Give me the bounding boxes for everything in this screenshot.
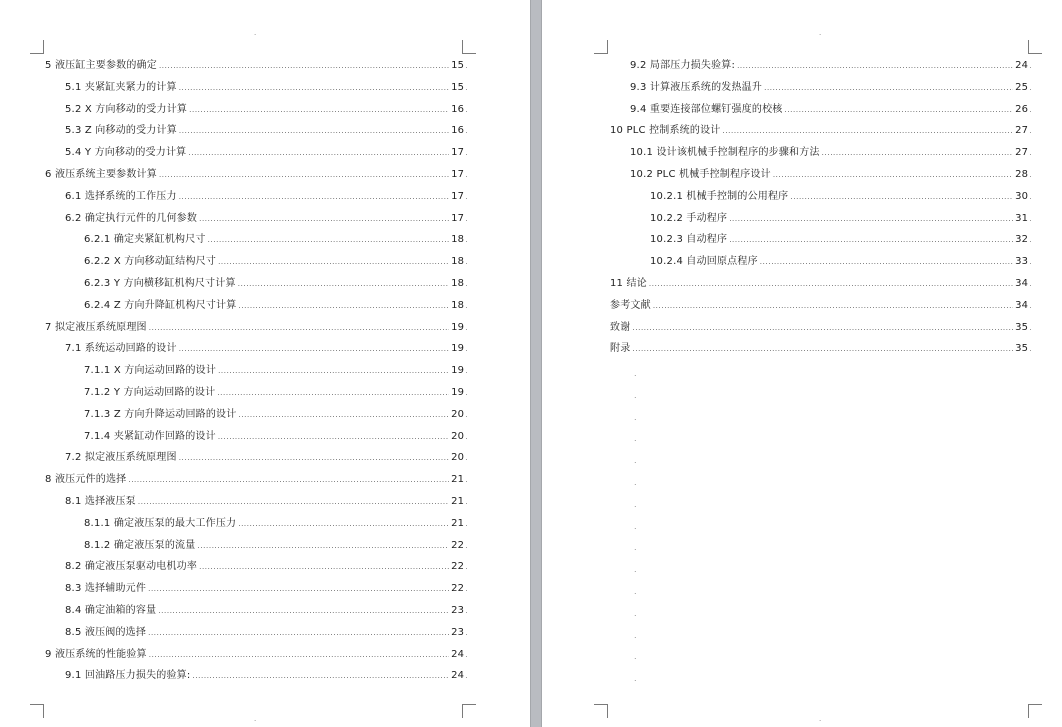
toc-leader-dots: [148, 582, 449, 596]
toc-leader-dots: [649, 277, 1013, 291]
toc-page-number: 18: [451, 256, 465, 268]
toc-entry[interactable]: [630, 101, 1032, 117]
document-page-right[interactable]: [542, 0, 1062, 727]
toc-entry-title: 8.1.1 确定液压泵的最大工作压力: [84, 517, 237, 529]
paragraph-mark: .: [1029, 170, 1032, 179]
header-paragraph-mark: .: [819, 29, 822, 37]
toc-page-number: 20: [451, 452, 465, 464]
toc-page-number: 24: [1015, 60, 1029, 71]
toc-entry[interactable]: [630, 144, 1032, 160]
margin-corner-mark: [30, 40, 44, 54]
empty-paragraph-mark: .: [634, 543, 637, 553]
toc-entry[interactable]: [650, 231, 1032, 247]
empty-paragraph-mark: .: [634, 434, 637, 444]
paragraph-mark: .: [465, 235, 468, 245]
toc-leader-dots: [218, 364, 449, 378]
empty-paragraph-mark: .: [634, 499, 637, 509]
paragraph-mark: .: [465, 82, 468, 92]
toc-entry[interactable]: [630, 57, 1032, 73]
toc-entry-title: 6.2.3 Y 方向横移缸机构尺寸计算: [84, 278, 236, 289]
toc-leader-dots: [238, 408, 449, 422]
paragraph-mark: .: [1029, 235, 1032, 245]
toc-leader-dots: [199, 212, 449, 226]
toc-entry[interactable]: [65, 122, 468, 138]
toc-entry-title: 6.2.1 确定夹紧缸机构尺寸: [84, 234, 206, 246]
toc-page-number: 15: [451, 60, 465, 71]
empty-paragraph-mark: .: [634, 565, 637, 575]
toc-leader-dots: [179, 451, 449, 465]
toc-page-number: 34: [1015, 278, 1029, 289]
toc-leader-dots: [199, 560, 449, 574]
toc-entry-title: 6.2.2 X 方向移动缸结构尺寸: [84, 256, 217, 268]
empty-paragraph-mark: .: [634, 652, 637, 662]
toc-page-number: 18: [451, 234, 465, 246]
paragraph-mark: .: [1029, 300, 1032, 310]
toc-entry[interactable]: [650, 210, 1032, 226]
footer-paragraph-mark: .: [819, 715, 822, 723]
toc-entry-title: 5.1 夹紧缸夹紧力的计算: [65, 81, 177, 93]
toc-entry[interactable]: [65, 144, 468, 160]
toc-page-number: 33: [1015, 256, 1029, 268]
paragraph-mark: .: [465, 322, 468, 332]
footer-paragraph-mark: .: [254, 715, 257, 723]
toc-page-number: 24: [451, 648, 465, 660]
toc-page-number: 16: [451, 125, 465, 137]
paragraph-mark: .: [465, 671, 468, 681]
empty-paragraph-mark: .: [634, 521, 637, 531]
toc-entry-title: 5 液压缸主要参数的确定: [45, 60, 157, 71]
paragraph-mark: .: [465, 191, 468, 201]
toc-leader-dots: [784, 103, 1013, 117]
paragraph-mark: .: [465, 104, 468, 114]
empty-paragraph-mark: .: [634, 456, 637, 466]
toc-leader-dots: [217, 386, 449, 400]
toc-leader-dots: [179, 124, 449, 138]
toc-entry-title: 7.2 拟定液压系统原理图: [65, 452, 177, 464]
toc-entry[interactable]: [65, 558, 468, 574]
toc-entry-title: 6.2 确定执行元件的几何参数: [65, 212, 198, 224]
toc-entry[interactable]: [84, 537, 468, 553]
toc-leader-dots: [773, 168, 1013, 182]
toc-leader-dots: [653, 299, 1013, 313]
document-page-left[interactable]: [0, 0, 530, 727]
toc-entry[interactable]: [84, 231, 468, 247]
header-paragraph-mark: .: [254, 29, 257, 37]
paragraph-mark: .: [465, 431, 468, 441]
toc-entry-title: 5.3 Z 向移动的受力计算: [65, 125, 177, 137]
toc-entry[interactable]: [84, 428, 468, 444]
paragraph-mark: .: [465, 213, 468, 223]
toc-entry[interactable]: [65, 340, 468, 356]
paragraph-mark: .: [1029, 191, 1032, 201]
toc-entry-title: 9 液压系统的性能验算: [45, 648, 147, 660]
toc-entry-title: 10.2.2 手动程序: [650, 212, 728, 224]
toc-entry-title: 10.2.4 自动回原点程序: [650, 256, 758, 268]
empty-paragraph-mark: .: [634, 608, 637, 618]
paragraph-mark: .: [1029, 322, 1032, 332]
toc-leader-dots: [128, 473, 449, 487]
paragraph-mark: .: [1029, 61, 1032, 70]
toc-page-number: 28: [1015, 169, 1029, 180]
empty-paragraph-mark: .: [634, 630, 637, 640]
margin-corner-mark: [1028, 704, 1042, 718]
toc-entry-title: 10.2.3 自动程序: [650, 234, 728, 246]
toc-entry-title: 5.2 X 方向移动的受力计算: [65, 103, 188, 115]
toc-page-number: 22: [451, 583, 465, 595]
toc-page-number: 16: [451, 103, 465, 115]
toc-leader-dots: [729, 212, 1013, 226]
toc-leader-dots: [149, 648, 449, 662]
toc-page-number: 23: [451, 605, 465, 616]
toc-entry-title: 7.1.1 X 方向运动回路的设计: [84, 365, 217, 377]
toc-entry-title: 附录: [610, 343, 631, 355]
toc-leader-dots: [179, 342, 449, 356]
toc-entry-title: 8.1.2 确定液压泵的流量: [84, 539, 196, 551]
toc-page-number: 32: [1015, 234, 1029, 246]
toc-entry[interactable]: [610, 297, 1032, 313]
toc-entry[interactable]: [84, 384, 468, 400]
toc-entry-title: 8.1 选择液压泵: [65, 496, 136, 507]
toc-leader-dots: [238, 299, 449, 313]
toc-page-number: 19: [451, 321, 465, 333]
toc-entry-title: 9.1 回油路压力损失的验算:: [65, 670, 191, 682]
toc-page-number: 17: [451, 147, 465, 159]
toc-page-number: 31: [1015, 212, 1029, 224]
margin-corner-mark: [594, 704, 608, 718]
empty-paragraph-mark: .: [634, 369, 637, 378]
toc-entry-title: 7.1.3 Z 方向升降运动回路的设计: [84, 408, 237, 420]
toc-leader-dots: [188, 146, 449, 160]
toc-entry[interactable]: [45, 166, 468, 182]
paragraph-mark: .: [465, 584, 468, 594]
toc-entry[interactable]: [65, 101, 468, 117]
toc-leader-dots: [189, 103, 449, 117]
toc-entry[interactable]: [84, 406, 468, 422]
toc-page-number: 34: [1015, 299, 1029, 311]
paragraph-mark: .: [1029, 126, 1032, 136]
toc-page-number: 19: [451, 343, 465, 355]
toc-leader-dots: [737, 59, 1013, 73]
toc-entry-title: 10.2 PLC 机械手控制程序设计: [630, 169, 771, 180]
margin-corner-mark: [594, 40, 608, 54]
toc-page-number: 21: [451, 496, 465, 507]
toc-page-number: 17: [451, 212, 465, 224]
toc-page-number: 17: [451, 169, 465, 180]
toc-page-number: 35: [1015, 321, 1029, 333]
toc-page-number: 18: [451, 278, 465, 289]
toc-entry-title: 8.2 确定液压泵驱动电机功率: [65, 561, 198, 573]
toc-leader-dots: [149, 321, 449, 335]
toc-entry-title: 8.5 液压阀的选择: [65, 626, 147, 638]
toc-entry[interactable]: [65, 449, 468, 465]
toc-entry-title: 9.2 局部压力损失验算:: [630, 60, 736, 71]
toc-entry-title: 8.4 确定油箱的容量: [65, 605, 157, 616]
toc-entry[interactable]: [610, 122, 1032, 138]
toc-leader-dots: [822, 146, 1013, 160]
toc-leader-dots: [729, 233, 1013, 247]
toc-entry[interactable]: [84, 297, 468, 313]
paragraph-mark: .: [465, 540, 468, 550]
paragraph-mark: .: [465, 126, 468, 136]
paragraph-mark: .: [465, 344, 468, 354]
toc-page-number: 18: [451, 299, 465, 311]
paragraph-mark: .: [1029, 257, 1032, 267]
empty-paragraph-mark: .: [634, 587, 637, 596]
margin-corner-mark: [30, 704, 44, 718]
margin-corner-mark: [462, 704, 476, 718]
toc-entry[interactable]: [630, 166, 1032, 182]
toc-leader-dots: [722, 124, 1013, 138]
paragraph-mark: .: [1029, 279, 1032, 288]
empty-paragraph-mark: .: [634, 674, 637, 684]
paragraph-mark: .: [465, 518, 468, 528]
toc-leader-dots: [179, 81, 449, 95]
toc-entry[interactable]: [45, 646, 468, 662]
toc-page-number: 20: [451, 408, 465, 420]
toc-leader-dots: [764, 81, 1013, 95]
toc-entry-title: 7.1 系统运动回路的设计: [65, 343, 177, 355]
toc-leader-dots: [159, 168, 449, 182]
paragraph-mark: .: [465, 366, 468, 376]
paragraph-mark: .: [1029, 82, 1032, 92]
margin-corner-mark: [462, 40, 476, 54]
toc-page-number: 22: [451, 539, 465, 551]
toc-entry[interactable]: [65, 493, 468, 509]
toc-leader-dots: [148, 626, 449, 640]
toc-page-number: 35: [1015, 343, 1029, 355]
toc-entry-title: 6.1 选择系统的工作压力: [65, 190, 177, 202]
toc-entry-title: 致谢: [610, 321, 631, 333]
toc-entry[interactable]: [84, 362, 468, 378]
paragraph-mark: .: [465, 300, 468, 310]
toc-entry-title: 7.1.4 夹紧缸动作回路的设计: [84, 430, 216, 442]
toc-page-number: 17: [451, 190, 465, 202]
toc-entry[interactable]: [84, 253, 468, 269]
toc-page-number: 15: [451, 81, 465, 93]
toc-page-number: 20: [451, 430, 465, 442]
toc-leader-dots: [218, 255, 449, 269]
empty-paragraph-mark: .: [634, 390, 637, 400]
toc-entry[interactable]: [65, 667, 468, 683]
toc-entry[interactable]: [65, 188, 468, 204]
toc-page-number: 27: [1015, 147, 1029, 159]
toc-entry-title: 6.2.4 Z 方向升降缸机构尺寸计算: [84, 299, 237, 311]
toc-entry[interactable]: [610, 340, 1032, 356]
toc-leader-dots: [197, 539, 449, 553]
paragraph-mark: .: [465, 257, 468, 267]
toc-entry-title: 7 拟定液压系统原理图: [45, 321, 147, 333]
toc-leader-dots: [138, 495, 449, 509]
toc-entry-title: 9.4 重要连接部位螺钉强度的校核: [630, 103, 783, 115]
paragraph-mark: .: [465, 475, 468, 485]
paragraph-mark: .: [1029, 213, 1032, 223]
toc-entry-title: 6 液压系统主要参数计算: [45, 169, 157, 180]
toc-entry-title: 7.1.2 Y 方向运动回路的设计: [84, 387, 216, 398]
margin-corner-mark: [1028, 40, 1042, 54]
empty-paragraph-mark: .: [634, 478, 637, 487]
paragraph-mark: .: [465, 606, 468, 615]
toc-leader-dots: [208, 233, 450, 247]
toc-entry-title: 参考文献: [610, 299, 651, 311]
toc-entry[interactable]: [65, 79, 468, 95]
toc-entry[interactable]: [610, 319, 1032, 335]
paragraph-mark: .: [465, 388, 468, 397]
toc-leader-dots: [760, 255, 1013, 269]
toc-entry[interactable]: [45, 471, 468, 487]
toc-page-number: 21: [451, 474, 465, 486]
paragraph-mark: .: [465, 279, 468, 288]
paragraph-mark: .: [1029, 344, 1032, 354]
toc-leader-dots: [238, 517, 449, 531]
toc-leader-dots: [218, 430, 449, 444]
toc-leader-dots: [158, 604, 449, 618]
toc-entry-title: 8.3 选择辅助元件: [65, 583, 147, 595]
page-gutter: [530, 0, 542, 727]
toc-entry[interactable]: [65, 602, 468, 618]
toc-entry[interactable]: [65, 210, 468, 226]
toc-entry[interactable]: [45, 319, 468, 335]
toc-entry-title: 9.3 计算液压系统的发热温升: [630, 81, 763, 93]
toc-leader-dots: [790, 190, 1013, 204]
toc-entry-title: 10 PLC 控制系统的设计: [610, 125, 721, 137]
paragraph-mark: .: [465, 497, 468, 506]
paragraph-mark: .: [1029, 148, 1032, 158]
toc-entry[interactable]: [650, 188, 1032, 204]
toc-page-number: 23: [451, 626, 465, 638]
toc-page-number: 21: [451, 517, 465, 529]
toc-entry[interactable]: [650, 253, 1032, 269]
paragraph-mark: .: [465, 148, 468, 158]
toc-entry[interactable]: [84, 275, 468, 291]
toc-entry[interactable]: [610, 275, 1032, 291]
toc-leader-dots: [632, 342, 1013, 356]
toc-entry[interactable]: [65, 580, 468, 596]
paragraph-mark: .: [465, 61, 468, 70]
paragraph-mark: .: [465, 453, 468, 463]
toc-entry-title: 10.2.1 机械手控制的公用程序: [650, 190, 789, 202]
toc-page-number: 19: [451, 387, 465, 398]
toc-page-number: 27: [1015, 125, 1029, 137]
toc-entry-title: 11 结论: [610, 278, 647, 289]
toc-page-number: 30: [1015, 190, 1029, 202]
toc-entry-title: 10.1 设计该机械手控制程序的步骤和方法: [630, 147, 820, 159]
toc-entry-title: 5.4 Y 方向移动的受力计算: [65, 147, 187, 159]
toc-page-number: 19: [451, 365, 465, 377]
toc-entry[interactable]: [45, 57, 468, 73]
toc-page-number: 22: [451, 561, 465, 573]
toc-entry-title: 8 液压元件的选择: [45, 474, 127, 486]
toc-leader-dots: [632, 321, 1013, 335]
toc-leader-dots: [159, 59, 449, 73]
paragraph-mark: .: [465, 649, 468, 659]
paragraph-mark: .: [465, 562, 468, 572]
paragraph-mark: .: [465, 627, 468, 637]
toc-entry[interactable]: [84, 515, 468, 531]
paragraph-mark: .: [1029, 104, 1032, 114]
toc-entry[interactable]: [65, 624, 468, 640]
paragraph-mark: .: [465, 409, 468, 419]
toc-page-number: 26: [1015, 103, 1029, 115]
toc-page-number: 25: [1015, 81, 1029, 93]
toc-leader-dots: [179, 190, 449, 204]
paragraph-mark: .: [465, 170, 468, 179]
toc-page-number: 24: [451, 670, 465, 682]
toc-entry[interactable]: [630, 79, 1032, 95]
toc-leader-dots: [192, 669, 449, 683]
empty-paragraph-mark: .: [634, 412, 637, 422]
toc-leader-dots: [238, 277, 449, 291]
